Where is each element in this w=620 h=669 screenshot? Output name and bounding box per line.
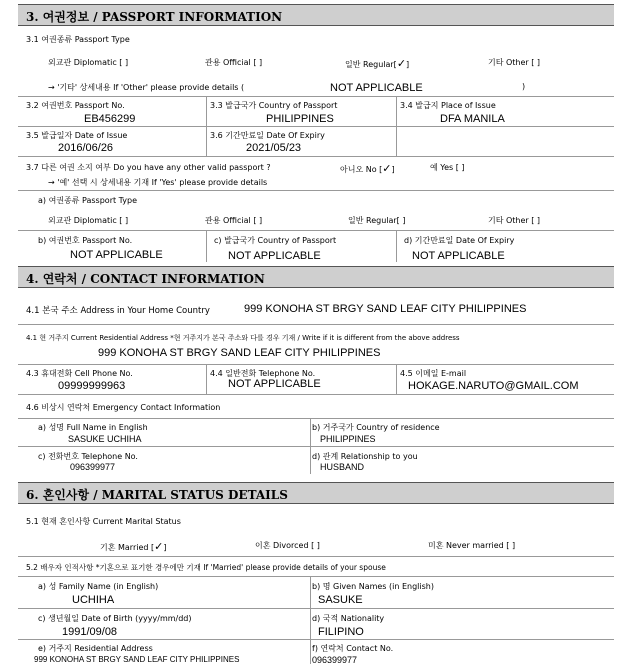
em-name-value: SASUKE UCHIHA <box>68 434 142 444</box>
divider <box>396 230 397 262</box>
check-icon: ✓ <box>382 162 392 175</box>
passport-country-label: 3.3 발급국가 Country of Passport <box>210 101 338 110</box>
residential-address-label: e) 거주지 Residential Address <box>38 644 153 653</box>
home-address-value: 999 KONOHA ST BRGY SAND LEAF CITY PHILIPPINES <box>244 303 527 315</box>
divider <box>18 394 614 395</box>
check-icon: ✓ <box>396 57 407 70</box>
divider <box>18 324 614 325</box>
passport-type-label: 3.1 여권종류 Passport Type <box>26 35 130 44</box>
email-value: HOKAGE.NARUTO@GMAIL.COM <box>408 380 579 392</box>
divider <box>310 576 311 664</box>
given-names-value: SASUKE <box>318 594 363 606</box>
divider <box>396 126 397 156</box>
divider <box>18 364 614 365</box>
yes-details-label: → '예' 선택 시 상세내용 기재 If 'Yes' please provide details <box>48 178 268 187</box>
passport-number-value: EB456299 <box>84 113 136 125</box>
passport-section-header <box>18 4 614 26</box>
official-option[interactable]: 관용 Official [ ] <box>205 58 263 67</box>
a-diplomatic-option[interactable]: 외교관 Diplomatic [ ] <box>48 216 129 225</box>
no-prefix: 아니오 No [ <box>340 165 383 174</box>
divider <box>18 446 614 447</box>
divider <box>18 639 614 640</box>
family-name-label: a) 성 Family Name (in English) <box>38 582 159 591</box>
divider <box>18 418 614 419</box>
marital-section-header <box>18 482 614 504</box>
divider <box>206 364 207 394</box>
married-suffix: ] <box>163 543 167 552</box>
em-telephone-label: c) 전화번호 Telephone No. <box>38 452 138 461</box>
em-relationship-label: d) 관계 Relationship to you <box>312 452 418 461</box>
current-address-value: 999 KONOHA ST BRGY SAND LEAF CITY PHILIPPINES <box>98 347 381 359</box>
date-of-expiry-label: 3.6 기간만료일 Date Of Expiry <box>210 131 325 140</box>
family-name-value: UCHIHA <box>72 594 115 606</box>
section-title: 3. 여권정보 / PASSPORT INFORMATION <box>26 10 283 24</box>
regular-option[interactable] <box>345 57 409 70</box>
nationality-label: d) 국적 Nationality <box>312 614 385 623</box>
email-label: 4.5 이메일 E-mail <box>400 369 467 378</box>
date-of-birth-value: 1991/09/08 <box>62 626 118 638</box>
yes-option[interactable]: 예 Yes [ ] <box>430 163 465 172</box>
em-relationship-value: HUSBAND <box>320 462 365 472</box>
diplomatic-option[interactable]: 외교관 Diplomatic [ ] <box>48 58 129 67</box>
d-expiry-value: NOT APPLICABLE <box>412 250 505 262</box>
other-passport-question: 3.7 다른 여권 소지 여부 Do you have any other valid passport ? <box>26 163 271 172</box>
em-country-value: PHILIPPINES <box>320 434 376 444</box>
contact-no-value: 096399977 <box>312 655 358 665</box>
b-passport-number-value: NOT APPLICABLE <box>70 249 163 261</box>
place-of-issue-label: 3.4 발급지 Place of Issue <box>400 101 496 110</box>
c-country-label: c) 발급국가 Country of Passport <box>214 236 337 245</box>
telephone-label: 4.4 일반전화 Telephone No. <box>210 369 316 378</box>
other-details-label: → '기타' 상세내용 If 'Other' please provide details ( <box>48 83 245 92</box>
contact-section-header <box>18 266 614 288</box>
section-title: 4. 연락처 / CONTACT INFORMATION <box>26 272 265 286</box>
check-icon: ✓ <box>154 540 164 553</box>
married-prefix: 기혼 Married [ <box>100 543 155 552</box>
divider <box>18 190 614 191</box>
emergency-contact-label: 4.6 비상시 연락처 Emergency Contact Information <box>26 403 221 412</box>
telephone-value: NOT APPLICABLE <box>228 378 321 390</box>
current-address-label: 4.1 현 거주지 Current Residential Address *현 거주지가 본국 주소와 다를 경우 기재 / Write if it is different from the above address <box>26 334 460 342</box>
divider <box>18 96 614 97</box>
passport-number-label: 3.2 여권번호 Passport No. <box>26 101 125 110</box>
em-telephone-value: 096399977 <box>70 462 116 472</box>
d-expiry-label: d) 기간만료일 Date Of Expiry <box>404 236 515 245</box>
regular-prefix: 일반 Regular[ <box>345 60 397 69</box>
c-country-value: NOT APPLICABLE <box>228 250 321 262</box>
a-regular-option[interactable]: 일반 Regular[ ] <box>348 216 406 225</box>
divider <box>18 126 614 127</box>
a-other-option[interactable]: 기타 Other [ ] <box>488 216 541 225</box>
divider <box>206 126 207 156</box>
em-country-label: b) 거주국가 Country of residence <box>312 423 440 432</box>
other-details-close: ) <box>522 82 526 91</box>
date-of-issue-label: 3.5 발급일자 Date of Issue <box>26 131 128 140</box>
no-option[interactable] <box>340 162 395 175</box>
date-of-expiry-value: 2021/05/23 <box>246 142 302 154</box>
a-official-option[interactable]: 관용 Official [ ] <box>205 216 263 225</box>
em-name-label: a) 성명 Full Name in English <box>38 423 148 432</box>
other-option[interactable]: 기타 Other [ ] <box>488 58 541 67</box>
divider <box>396 364 397 394</box>
b-passport-number-label: b) 여권번호 Passport No. <box>38 236 133 245</box>
date-of-issue-value: 2016/06/26 <box>58 142 114 154</box>
cell-phone-value: 09999999963 <box>58 380 126 392</box>
section-title: 6. 혼인사항 / MARITAL STATUS DETAILS <box>26 488 288 502</box>
divider <box>18 576 614 577</box>
divorced-option[interactable]: 이혼 Divorced [ ] <box>255 541 320 550</box>
spouse-details-label: 5.2 배우자 인적사항 *기혼으로 표기한 경우에만 기재 If 'Married' please provide details of your spouse <box>26 563 386 572</box>
divider <box>18 156 614 157</box>
divider <box>18 608 614 609</box>
passport-country-value: PHILIPPINES <box>266 113 334 125</box>
place-of-issue-value: DFA MANILA <box>440 113 505 125</box>
home-address-label: 4.1 본국 주소 Address in Your Home Country <box>26 306 210 316</box>
divider <box>18 556 614 557</box>
never-married-option[interactable]: 미혼 Never married [ ] <box>428 541 516 550</box>
cell-phone-label: 4.3 휴대전화 Cell Phone No. <box>26 369 133 378</box>
married-option[interactable] <box>100 540 166 553</box>
divider <box>206 230 207 262</box>
divider <box>206 96 207 126</box>
date-of-birth-label: c) 생년월일 Date of Birth (yyyy/mm/dd) <box>38 614 192 623</box>
nationality-value: FILIPINO <box>318 626 364 638</box>
no-suffix: ] <box>391 165 395 174</box>
regular-suffix: ] <box>406 60 410 69</box>
residential-address-value: 999 KONOHA ST BRGY SAND LEAF CITY PHILIPPINES <box>34 655 240 664</box>
given-names-label: b) 명 Given Names (in English) <box>312 582 434 591</box>
a-passport-type-label: a) 여권종류 Passport Type <box>38 196 138 205</box>
other-details-value: NOT APPLICABLE <box>330 82 423 94</box>
marital-status-label: 5.1 현재 혼인사항 Current Marital Status <box>26 517 181 526</box>
divider <box>18 230 614 231</box>
divider <box>396 96 397 126</box>
contact-no-label: f) 연락처 Contact No. <box>312 644 394 653</box>
